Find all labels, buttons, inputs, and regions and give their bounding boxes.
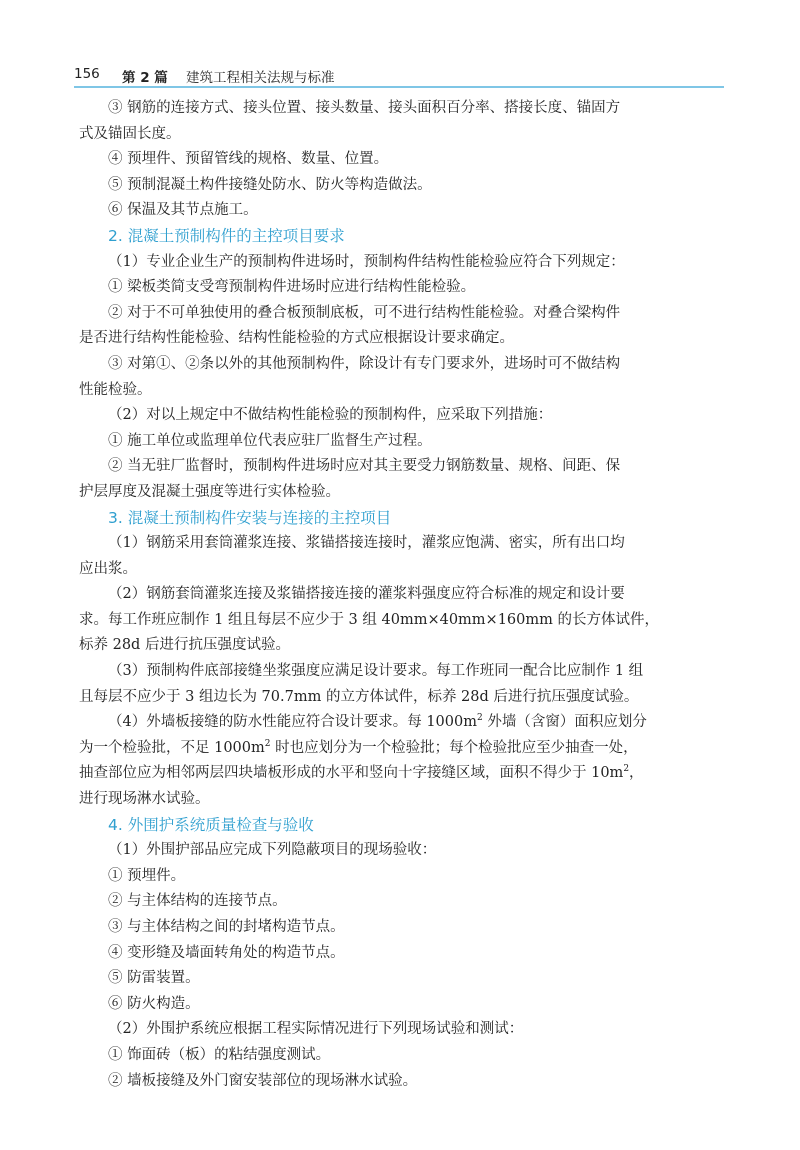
list-item: ③ 与主体结构之间的封堵构造节点。 [108, 919, 345, 935]
paragraph-line: ② 当无驻厂监督时，预制构件进场时应对其主要受力钢筋数量、规格、间距、保 [108, 458, 621, 475]
list-item: ② 与主体结构的连接节点。 [108, 893, 287, 910]
page-body [79, 96, 683, 1094]
paragraph-line: （2）对以上规定中不做结构性能检验的预制构件，应采取下列措施： [108, 407, 553, 424]
list-item: ⑥ 保温及其节点施工。 [108, 202, 258, 219]
header-rule [74, 86, 724, 88]
paragraph-line: （2）外围护系统应根据工程实际情况进行下列现场试验和测试： [108, 1021, 524, 1038]
list-item: ④ 预埋件、预留管线的规格、数量、位置。 [108, 151, 389, 168]
paragraph-line [79, 736, 683, 762]
paragraph-line: 进行现场淋水试验。 [79, 791, 210, 808]
text-run: 时也应划分为一个检验批；每个检验批应至少抽查一处， [270, 739, 638, 756]
paragraph-line: ② 对于不可单独使用的叠合板预制底板，可不进行结构性能检验。对叠合梁构件 [108, 304, 621, 321]
text-run: 抽查部位应为相邻两层四块墙板形成的水平和竖向十字接缝区域，面积不得少于 10m [79, 765, 624, 782]
paragraph-line: ③ 钢筋的连接方式、接头位置、接头数量、接头面积百分率、搭接长度、锚固方 [108, 100, 621, 116]
paragraph-line: ③ 对第①、②条以外的其他预制构件，除设计有专门要求外，进场时可不做结构 [108, 355, 621, 372]
list-item: ② 墙板接缝及外门窗安装部位的现场淋水试验。 [108, 1072, 418, 1089]
paragraph-line: 护层厚度及混凝土强度等进行实体检验。 [79, 483, 340, 500]
section-heading-2: 2. 混凝土预制构件的主控项目要求 [108, 226, 345, 245]
paragraph-line: 式及锚固长度。 [79, 125, 181, 142]
superscript: 2 [623, 764, 630, 775]
superscript: 2 [264, 738, 271, 749]
paragraph-line: 性能检验。 [79, 381, 152, 398]
paragraph-line: （3）预制构件底部接缝坐浆强度应满足设计要求。每工作班同一配合比应制作 1 组 [108, 663, 644, 680]
text-run: 为一个检验批，不足 1000m [79, 739, 265, 756]
paragraph-line: 应出浆。 [79, 560, 137, 577]
text-run: 外墙（含窗）面积应划分 [482, 714, 647, 731]
page-header [74, 64, 724, 86]
paragraph-line: （2）钢筋套筒灌浆连接及浆锚搭接连接的灌浆料强度应符合标准的规定和设计要 [108, 586, 625, 603]
list-item: ⑥ 防火构造。 [108, 995, 200, 1012]
paragraph-line: （1）专业企业生产的预制构件进场时，预制构件结构性能检验应符合下列规定： [108, 253, 625, 270]
paragraph-line [79, 710, 683, 736]
running-title: 建筑工程相关法规与标准 [186, 70, 335, 86]
list-item: ① 施工单位或监理单位代表应驻厂监督生产过程。 [108, 432, 432, 449]
section-heading-4: 4. 外围护系统质量检查与验收 [108, 815, 314, 834]
paragraph-line: 且每层不应少于 3 组边长为 70.7mm 的立方体试件，标养 28d 后进行抗压强度试验。 [79, 688, 639, 705]
paragraph-line: （1）钢筋采用套筒灌浆连接、浆锚搭接连接时，灌浆应饱满、密实，所有出口均 [108, 535, 625, 552]
section-heading-3: 3. 混凝土预制构件安装与连接的主控项目 [108, 508, 392, 527]
superscript: 2 [476, 713, 483, 724]
paragraph-line: 标养 28d 后进行抗压强度试验。 [79, 637, 290, 654]
paragraph-line: 求。每工作班应制作 1 组且每层不应少于 3 组 40mm×40mm×160mm 的长方体试件， [79, 611, 659, 628]
text-run: （4）外墙板接缝的防水性能应符合设计要求。每 1000m [108, 714, 477, 731]
list-item: ⑤ 预制混凝土构件接缝处防水、防火等构造做法。 [108, 176, 432, 193]
paragraph-line [79, 761, 683, 787]
list-item: ① 梁板类简支受弯预制构件进场时应进行结构性能检验。 [108, 279, 476, 296]
list-item: ① 预埋件。 [108, 867, 186, 884]
list-item: ④ 变形缝及墙面转角处的构造节点。 [108, 944, 345, 961]
paragraph-line: （1）外围护部品应完成下列隐蔽项目的现场验收： [108, 842, 437, 859]
page-number: 156 [74, 66, 100, 82]
list-item: ① 饰面砖（板）的粘结强度测试。 [108, 1046, 331, 1063]
list-item: ⑤ 防雷装置。 [108, 970, 200, 987]
text-run: ， [629, 765, 644, 782]
part-label: 第 2 篇 [122, 70, 168, 86]
paragraph-line: 是否进行结构性能检验、结构性能检验的方式应根据设计要求确定。 [79, 330, 514, 347]
